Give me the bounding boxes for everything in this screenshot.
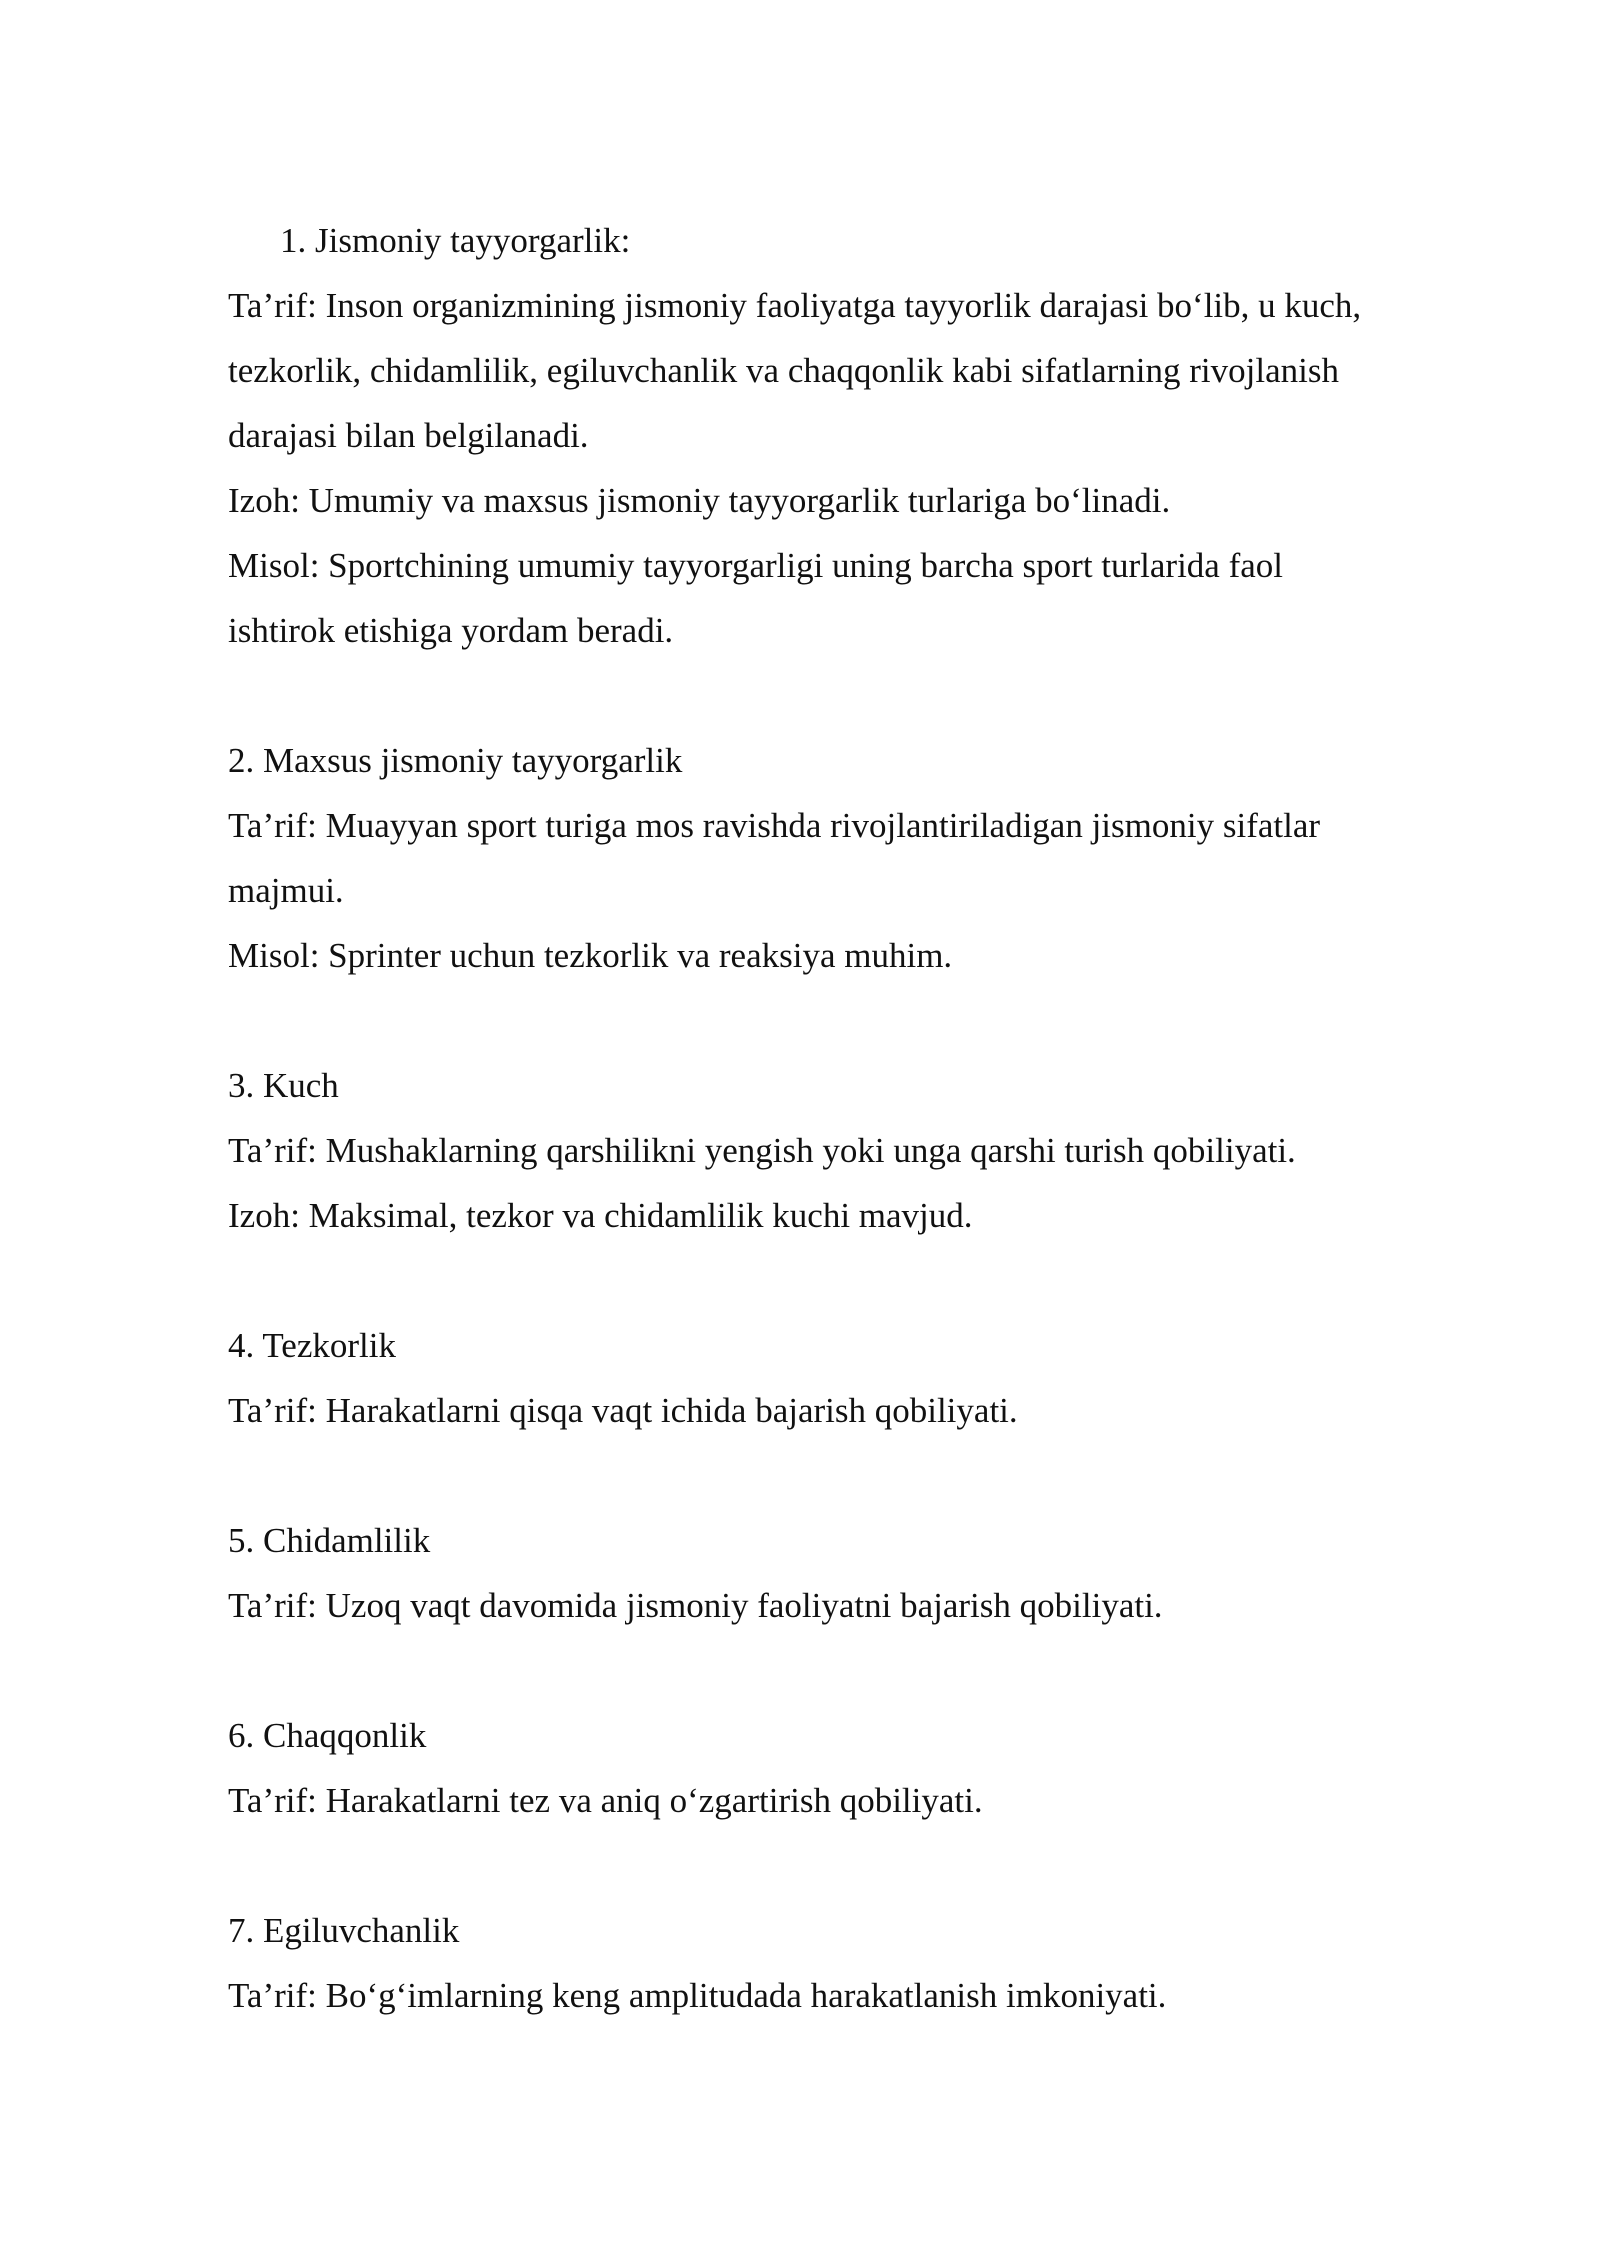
example-line: Misol: Sprinter uchun tezkorlik va reaksiya muhim. — [228, 936, 953, 975]
paragraph-gap — [228, 1248, 1478, 1313]
section-heading: 6. Chaqqonlik — [228, 1716, 427, 1755]
definition-line: tezkorlik, chidamlilik, egiluvchanlik va chaqqonlik kabi sifatlarning rivojlanish — [228, 351, 1339, 390]
example-line: ishtirok etishiga yordam beradi. — [228, 611, 674, 650]
section-kuch — [228, 1053, 1478, 1248]
definition-line: Ta’rif: Uzoq vaqt davomida jismoniy faoliyatni bajarish qobiliyati. — [228, 1586, 1163, 1625]
section-egiluvchanlik — [228, 1898, 1478, 2028]
section-tezkorlik — [228, 1313, 1478, 1443]
section-heading: 2. Maxsus jismoniy tayyorgarlik — [228, 741, 683, 780]
section-maxsus-jismoniy-tayyorgarlik — [228, 728, 1478, 988]
example-line: Misol: Sportchining umumiy tayyorgarligi uning barcha sport turlarida faol — [228, 546, 1284, 585]
paragraph-gap — [228, 1833, 1478, 1898]
paragraph-gap — [228, 1638, 1478, 1703]
section-chaqqonlik — [228, 1703, 1478, 1833]
paragraph-gap — [228, 988, 1478, 1053]
definition-line: Ta’rif: Inson organizmining jismoniy faoliyatga tayyorlik darajasi bo‘lib, u kuch, — [228, 286, 1362, 325]
note-line: Izoh: Umumiy va maxsus jismoniy tayyorgarlik turlariga bo‘linadi. — [228, 481, 1171, 520]
section-heading: 7. Egiluvchanlik — [228, 1911, 460, 1950]
definition-line: majmui. — [228, 871, 344, 910]
section-heading: 4. Tezkorlik — [228, 1326, 396, 1365]
paragraph-gap — [228, 1443, 1478, 1508]
document-body — [228, 208, 1478, 2028]
definition-line: Ta’rif: Harakatlarni qisqa vaqt ichida bajarish qobiliyati. — [228, 1391, 1018, 1430]
definition-line: Ta’rif: Bo‘g‘imlarning keng amplitudada harakatlanish imkoniyati. — [228, 1976, 1167, 2015]
note-line: Izoh: Maksimal, tezkor va chidamlilik kuchi mavjud. — [228, 1196, 973, 1235]
definition-line: Ta’rif: Mushaklarning qarshilikni yengish yoki unga qarshi turish qobiliyati. — [228, 1131, 1296, 1170]
section-jismoniy-tayyorgarlik — [228, 208, 1478, 663]
section-heading: 1. Jismoniy tayyorgarlik: — [280, 221, 631, 260]
definition-line: darajasi bilan belgilanadi. — [228, 416, 589, 455]
section-heading: 5. Chidamlilik — [228, 1521, 431, 1560]
definition-line: Ta’rif: Muayyan sport turiga mos ravishda rivojlantiriladigan jismoniy sifatlar — [228, 806, 1321, 845]
section-chidamlilik — [228, 1508, 1478, 1638]
definition-line: Ta’rif: Harakatlarni tez va aniq o‘zgartirish qobiliyati. — [228, 1781, 983, 1820]
section-heading: 3. Kuch — [228, 1066, 339, 1105]
paragraph-gap — [228, 663, 1478, 728]
